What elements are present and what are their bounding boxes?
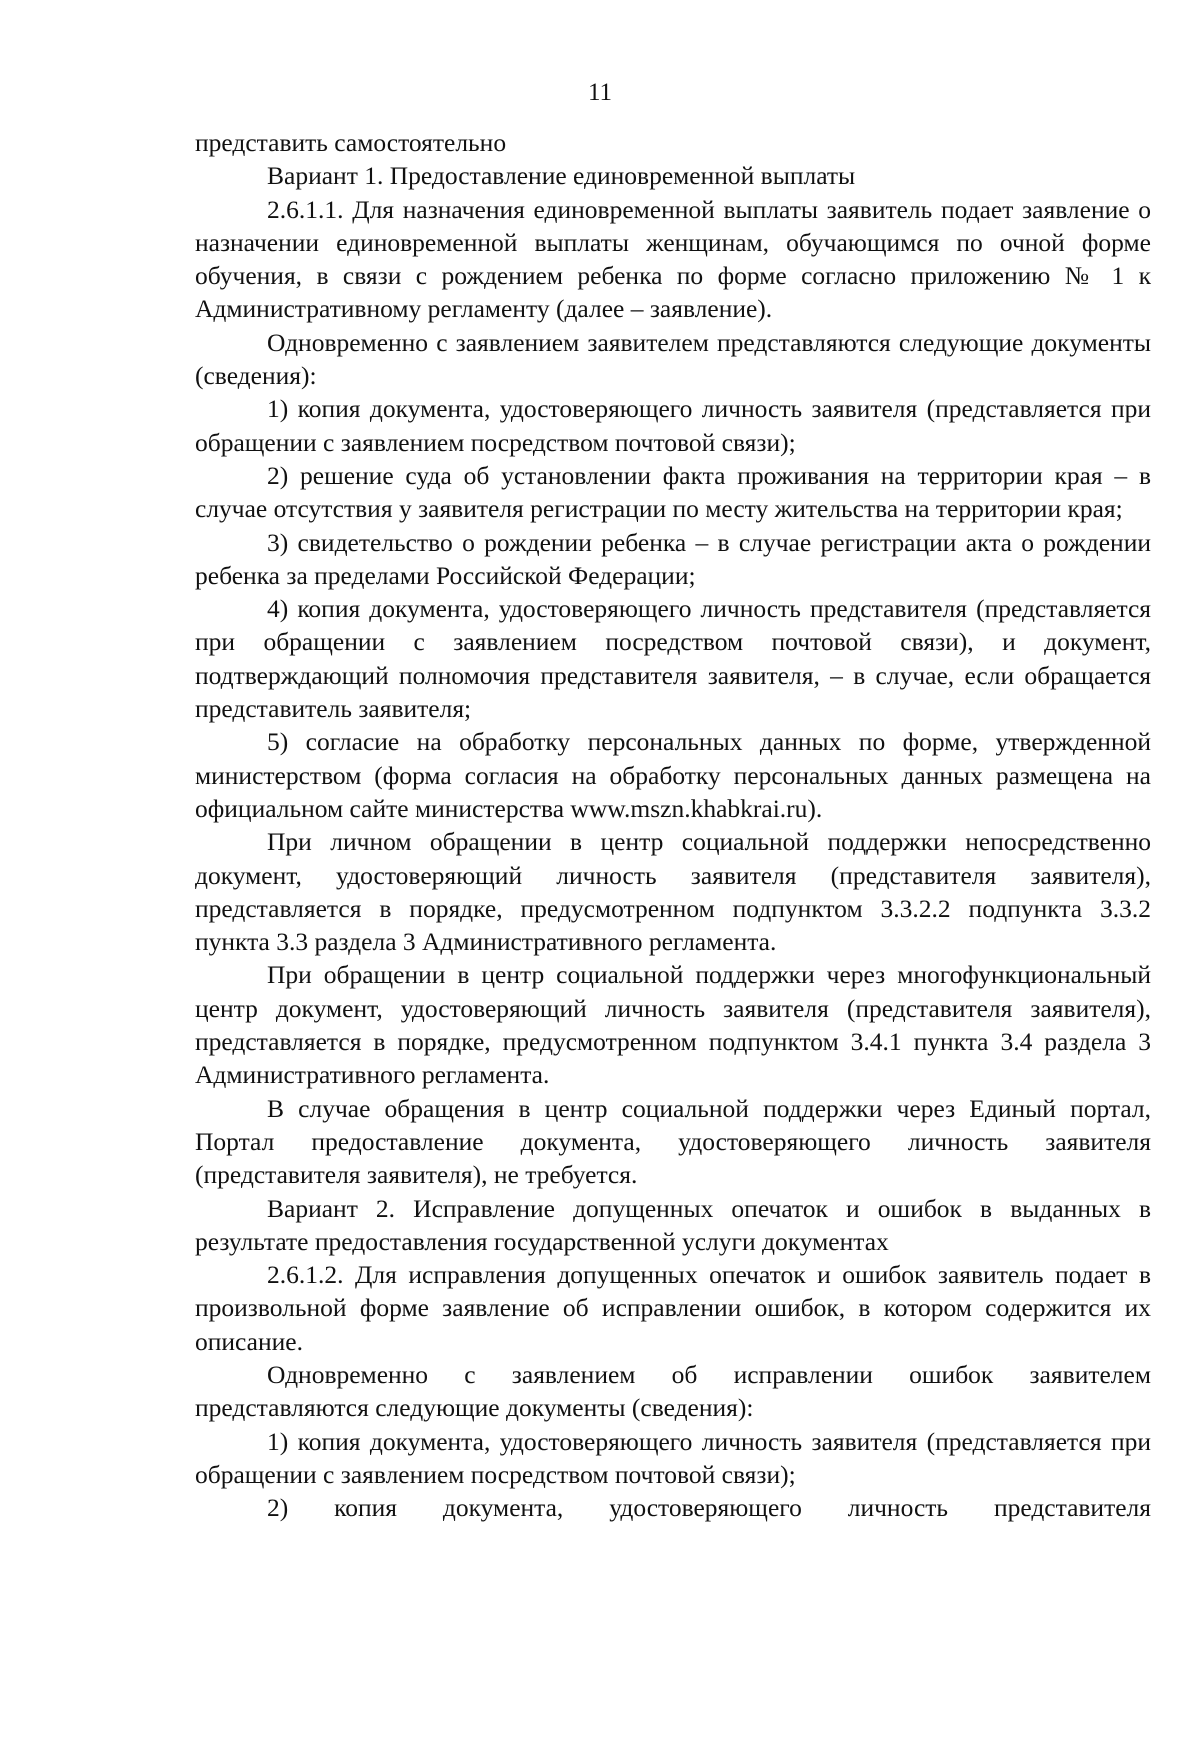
paragraph-documents-intro-2: Одновременно с заявлением об исправлении ошибок заявителем представляются следующие документы (сведения): bbox=[195, 1359, 1151, 1423]
list-item-2: 2) решение суда об установлении факта проживания на территории края – в случае отсутствия у заявителя регистрации по месту жительства на территории края; bbox=[195, 460, 1151, 524]
paragraph-continuation: представить самостоятельно bbox=[195, 128, 507, 157]
heading-variant-1: Вариант 1. Предоставление единовременной выплаты bbox=[267, 161, 856, 191]
list-item-5: 5) согласие на обработку персональных данных по форме, утвержденной министерством (форма согласия на обработку персональных данных размещена на официальном сайте министерства www.mszn.khabkrai.ru). bbox=[195, 727, 1151, 823]
paragraph-portal: В случае обращения в центр социальной поддержки через Единый портал, Портал предоставление документа, удостоверяющего личность заявителя (представителя заявителя), не требуется. bbox=[195, 1093, 1151, 1190]
paragraph-documents-intro: Одновременно с заявлением заявителем представляются следующие документы (сведения): bbox=[195, 327, 1151, 391]
list-item-4: 4) копия документа, удостоверяющего личность представителя (представляется при обращении с заявлением посредством почтовой связи), и документ, подтверждающий полномочия представителя заявителя, – в случае, если обращается представитель заявителя; bbox=[195, 594, 1151, 724]
page-number: 11 bbox=[587, 79, 613, 106]
paragraph-personal-visit: При личном обращении в центр социальной поддержки непосредственно документ, удостоверяющий личность заявителя (представителя заявителя), представляется в порядке, предусмотренном подпунктом 3.3.2.2 подпункта 3.3.2 пункта 3.3 раздела 3 Административного регламента. bbox=[195, 827, 1151, 957]
heading-variant-2: Вариант 2. Исправление допущенных опечаток и ошибок в выданных в результате предоставления государственной услуги документах bbox=[195, 1193, 1151, 1256]
paragraph-2-6-1-2: 2.6.1.2. Для исправления допущенных опечаток и ошибок заявитель подает в произвольной форме заявление об исправлении ошибок, в котором содержится их описание. bbox=[195, 1260, 1151, 1356]
paragraph-2-6-1-1: 2.6.1.1. Для назначения единовременной выплаты заявитель подает заявление о назначении единовременной выплаты женщинам, обучающимся по очной форме обучения, в связи с рождением ребенка по форме согласно приложению № 1 к Административному регламенту (далее – заявление). bbox=[195, 194, 1151, 324]
list-item-1: 1) копия документа, удостоверяющего личность заявителя (представляется при обращении с заявлением посредством почтовой связи); bbox=[195, 394, 1151, 457]
list-item-2-variant-2: 2) копия документа, удостоверяющего личность представителя bbox=[267, 1493, 1151, 1523]
list-item-3: 3) свидетельство о рождении ребенка – в случае регистрации акта о рождении ребенка за пределами Российской Федерации; bbox=[195, 527, 1151, 590]
paragraph-mfc-visit: При обращении в центр социальной поддержки через многофункциональный центр документ, удостоверяющий личность заявителя (представителя заявителя), представляется в порядке, предусмотренном подпунктом 3.4.1 пункта 3.4 раздела 3 Административного регламента. bbox=[195, 960, 1151, 1090]
document-body bbox=[195, 126, 1151, 1524]
list-item-1-variant-2: 1) копия документа, удостоверяющего личность заявителя (представляется при обращении с заявлением посредством почтовой связи); bbox=[195, 1426, 1151, 1489]
